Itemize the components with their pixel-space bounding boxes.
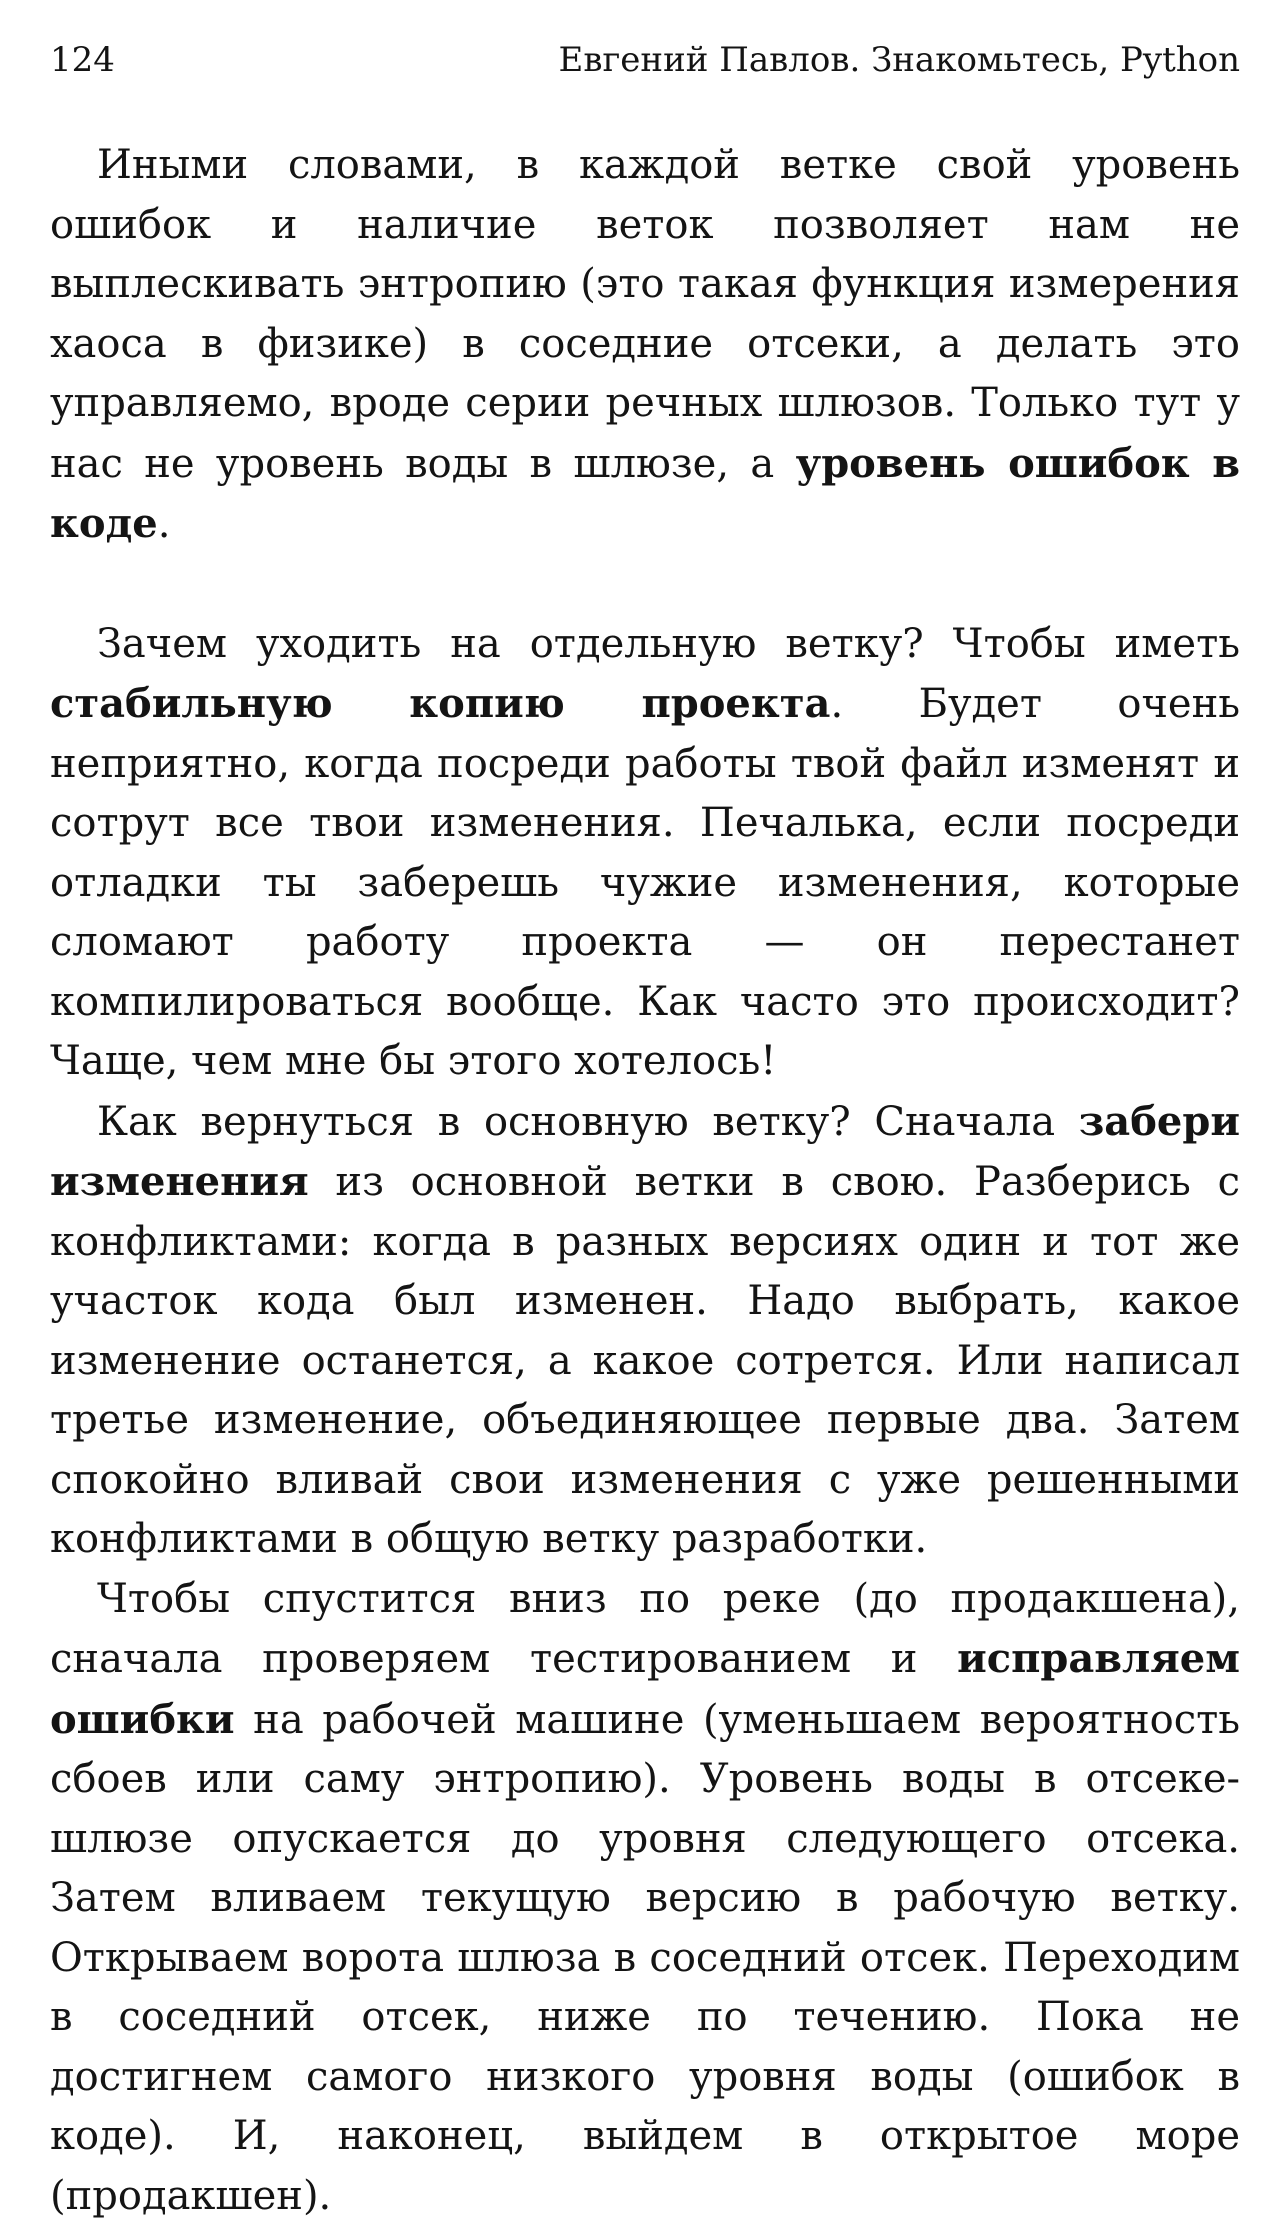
paragraph-gap [50, 555, 1240, 615]
paragraph-2 [50, 615, 1240, 1092]
running-head: Евгений Павлов. Знакомьтесь, Python [559, 36, 1240, 84]
page-number: 124 [50, 36, 115, 84]
paragraph-2-text-a: Зачем уходить на отдельную ветку? Чтобы иметь [97, 621, 1240, 667]
page-body [50, 136, 1240, 2226]
paragraph-3 [50, 1092, 1240, 1570]
paragraph-1 [50, 136, 1240, 555]
paragraph-1-text-a: Иными словами, в каждой ветке свой уровень ошибок и наличие веток позволяет нам не выплескивать энтропию (это такая функция измерения хаоса в физике) в соседние отсеки, а делать это управляемо, вроде серии речных шлюзов. Только тут у нас не уровень воды в шлюзе, а [50, 142, 1240, 487]
paragraph-3-text-a: Как вернуться в основную ветку? Сначала [97, 1099, 1079, 1145]
paragraph-3-text-b: из основной ветки в свою. Разберись с конфликтами: когда в разных версиях один и тот же участок кода был изменен. Надо выбрать, какое изменение останется, а какое сотрется. Или написал третье изменение, объединяющее первые два. Затем спокойно вливай свои изменения с уже решенными конфликтами в общую ветку разработки. [50, 1159, 1240, 1562]
paragraph-4-text-b: на рабочей машине (уменьшаем вероятность сбоев или саму энтропию). Уровень воды в отсеке-шлюзе опускается до уровня следующего отсека. Затем вливаем текущую версию в рабочую ветку. Открываем ворота шлюза в соседний отсек. Переходим в соседний отсек, ниже по течению. Пока не достигнем самого низкого уровня воды (ошибок в коде). И, наконец, выйдем в открытое море (продакшен). [50, 1697, 1240, 2219]
page-header [50, 36, 1240, 84]
paragraph-1-emphasis: уровень ошибок в коде [50, 440, 1240, 548]
paragraph-1-text-b: . [158, 501, 171, 547]
paragraph-4-text-a: Чтобы спустится вниз по реке (до продакшена), сначала проверяем тестированием и [50, 1576, 1240, 1683]
paragraph-4-emphasis: исправляем ошибки [50, 1635, 1240, 1743]
paragraph-2-emphasis: стабильную копию проекта [50, 680, 830, 727]
paragraph-4 [50, 1570, 1240, 2226]
paragraph-3-emphasis: забери изменения [50, 1098, 1240, 1206]
paragraph-2-text-b: . Будет очень неприятно, когда посреди работы твой файл изменят и сотрут все твои изменения. Печалька, если посреди отладки ты заберешь чужие изменения, которые сломают работу проекта — он перестанет компилироваться вообще. Как часто это происходит? Чаще, чем мне бы этого хотелось! [50, 681, 1240, 1084]
